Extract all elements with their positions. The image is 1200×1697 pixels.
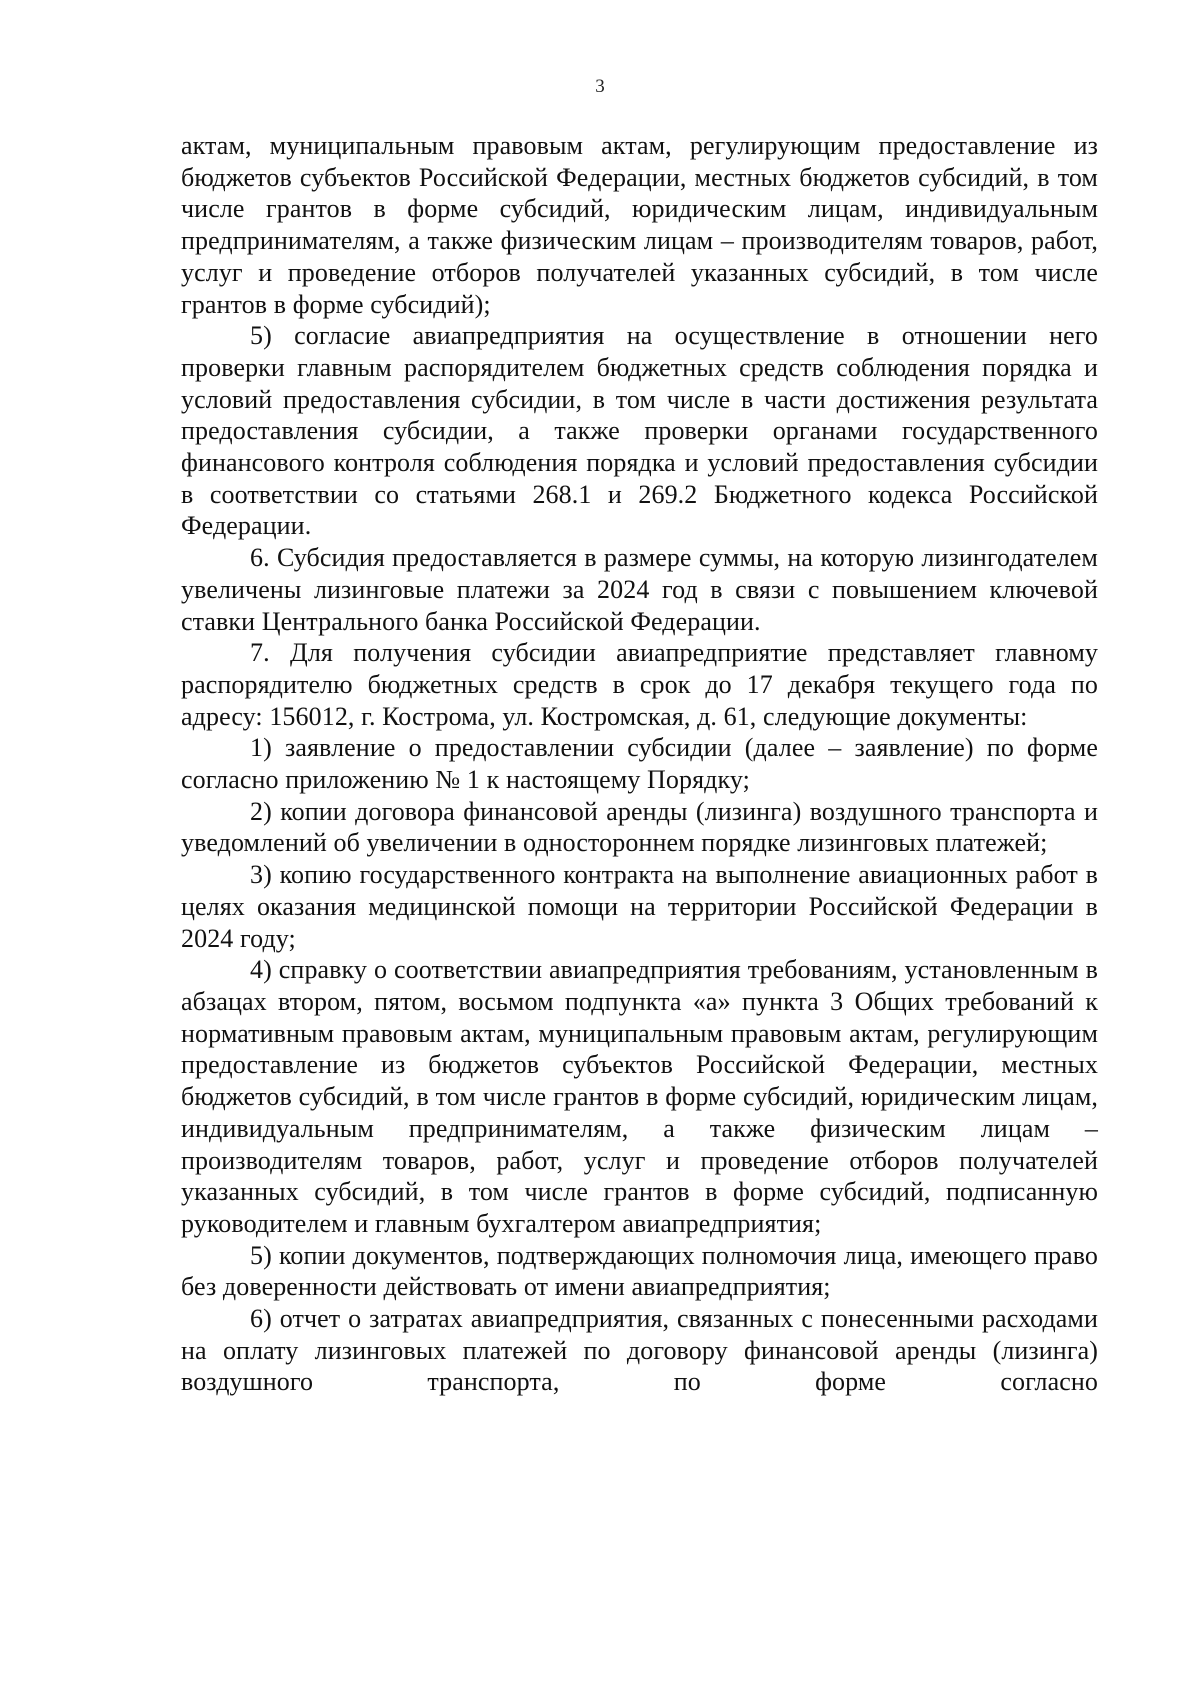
paragraph-continuation: актам, муниципальным правовым актам, регулирующим предоставление из бюджетов субъектов Российской Федерации, местных бюджетов субсидий, в том числе грантов в форме субсидий, юридическим лицам, индивидуальным предпринимателям, а также физическим лицам – производителям товаров, работ, услуг и проведение отборов получателей указанных субсидий, в том числе грантов в форме субсидий);: [181, 131, 1098, 319]
paragraph-clause-6: 6. Субсидия предоставляется в размере суммы, на которую лизингодателем увеличены лизинговые платежи за 2024 год в связи с повышением ключевой ставки Центрального банка Российской Федерации.: [181, 543, 1098, 636]
paragraph-item-2-lease-copies: 2) копии договора финансовой аренды (лизинга) воздушного транспорта и уведомлений об увеличении в одностороннем порядке лизинговых платежей;: [181, 796, 1098, 858]
page-number: 3: [595, 76, 605, 97]
paragraph-item-4-certificate: 4) справку о соответствии авиапредприятия требованиям, установленным в абзацах втором, пятом, восьмом подпункта «а» пункта 3 Общих требований к нормативным правовым актам, муниципальным правовым актам, регулирующим предоставление из бюджетов субъектов Российской Федерации, местных бюджетов субсидий, в том числе грантов в форме субсидий, юридическим лицам, индивидуальным предпринимателям, а также физическим лицам – производителям товаров, работ, услуг и проведение отборов получателей указанных субсидий, в том числе грантов в форме субсидий, подписанную руководителем и главным бухгалтером авиапредприятия;: [181, 955, 1098, 1238]
paragraph-item-3-contract: 3) копию государственного контракта на выполнение авиационных работ в целях оказания медицинской помощи на территории Российской Федерации в 2024 году;: [181, 860, 1098, 953]
paragraph-item-5-authority: 5) копии документов, подтверждающих полномочия лица, имеющего право без доверенности действовать от имени авиапредприятия;: [181, 1240, 1098, 1302]
paragraph-item-5-consent: 5) согласие авиапредприятия на осуществление в отношении него проверки главным распорядителем бюджетных средств соблюдения порядка и условий предоставления субсидии, в том числе в части достижения результата предоставления субсидии, а также проверки органами государственного финансового контроля соблюдения порядка и условий предоставления субсидии в соответствии со статьями 268.1 и 269.2 Бюджетного кодекса Российской Федерации.: [181, 321, 1098, 541]
paragraph-clause-7: 7. Для получения субсидии авиапредприятие представляет главному распорядителю бюджетных средств в срок до 17 декабря текущего года по адресу: 156012, г. Кострома, ул. Костромская, д. 61, следующие документы:: [181, 638, 1098, 731]
paragraph-item-1-application: 1) заявление о предоставлении субсидии (далее – заявление) по форме согласно приложению № 1 к настоящему Порядку;: [181, 733, 1098, 795]
paragraph-item-6-report: 6) отчет о затратах авиапредприятия, связанных с понесенными расходами на оплату лизинговых платежей по договору финансовой аренды (лизинга) воздушного транспорта, по форме согласно: [181, 1304, 1098, 1397]
document-body: [181, 130, 1098, 1398]
